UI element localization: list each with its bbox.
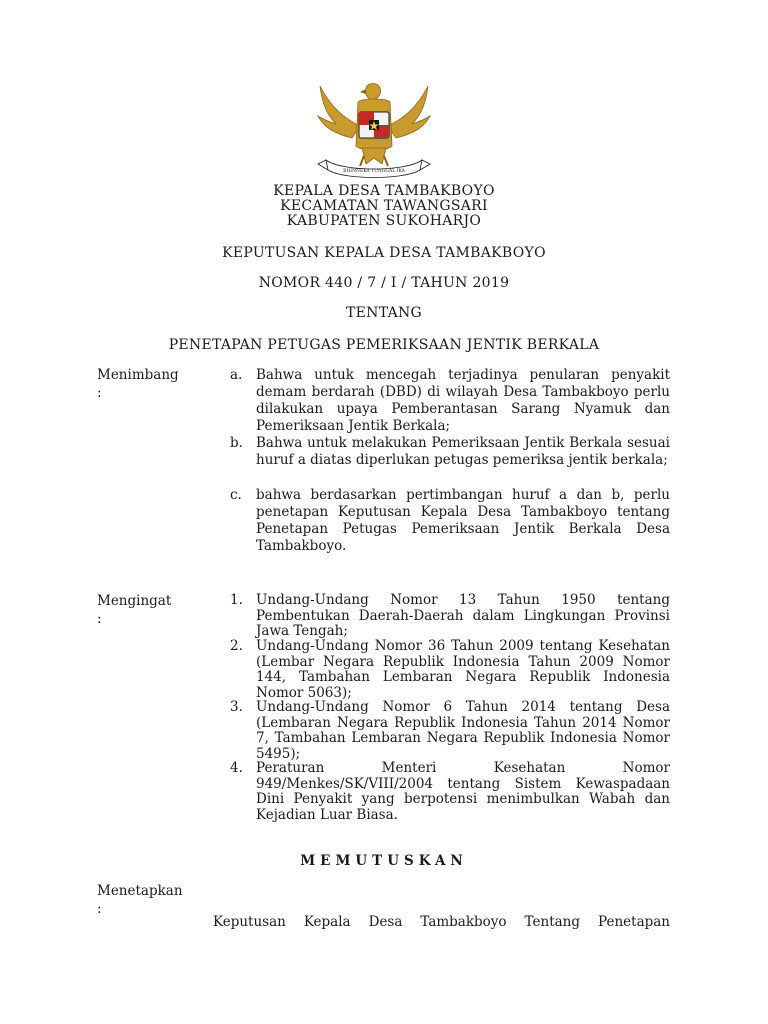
mengingat-item-1: 1. Undang-Undang Nomor 13 Tahun 1950 tentang Pembentukan Daerah-Daerah dalam Lingkungan Provinsi Jawa Tengah; bbox=[230, 592, 670, 639]
menimbang-item-a: a. Bahwa untuk mencegah terjadinya penularan penyakit demam berdarah (DBD) di wilayah Desa Tambakboyo perlu dilakukan upaya Pemberantasan Sarang Nyamuk dan Pemeriksaan Jentik Berkala; bbox=[230, 367, 670, 434]
document-number: NOMOR 440 / 7 / I / TAHUN 2019 bbox=[258, 275, 510, 291]
menimbang-label: Menimbang : bbox=[97, 367, 179, 401]
header-line-1: KEPALA DESA TAMBAKBOYO bbox=[273, 183, 495, 199]
mengingat-item-3: 3. Undang-Undang Nomor 6 Tahun 2014 tentang Desa (Lembaran Negara Republik Indonesia Tahun 2014 Nomor 7, Tambahan Lembaran Negara Republik Indonesia Nomor 5495); bbox=[230, 699, 670, 762]
mengingat-label: Mengingat : bbox=[97, 593, 172, 627]
mengingat-item-4: 4. Peraturan Menteri Kesehatan Nomor 949/Menkes/SK/VIII/2004 tentang Sistem Kewaspadaan Dini Penyakit yang berpotensi menimbulkan Wabah dan Kejadian Luar Biasa. bbox=[230, 760, 670, 823]
menimbang-item-b: b. Bahwa untuk melakukan Pemeriksaan Jentik Berkala sesuai huruf a diatas diperlukan petugas pemeriksa jentik berkala; bbox=[230, 435, 670, 468]
memutuskan-heading: MEMUTUSKAN bbox=[300, 853, 468, 869]
motto-text: BHINNEKA TUNGGAL IKA bbox=[343, 169, 405, 174]
document-title: KEPUTUSAN KEPALA DESA TAMBAKBOYO bbox=[222, 245, 546, 261]
menetapkan-text: Keputusan Kepala Desa Tambakboyo Tentang Penetapan bbox=[213, 914, 670, 930]
garuda-emblem-icon bbox=[312, 80, 436, 180]
header-line-3: KABUPATEN SUKOHARJO bbox=[286, 213, 482, 229]
header-line-2: KECAMATAN TAWANGSARI bbox=[280, 198, 488, 214]
menetapkan-label: Menetapkan : bbox=[97, 883, 183, 917]
menimbang-item-c: c. bahwa berdasarkan pertimbangan huruf a dan b, perlu penetapan Keputusan Kepala Desa Tambakboyo tentang Penetapan Petugas Pemeriksaan Jentik Berkala Desa Tambakboyo. bbox=[230, 487, 670, 554]
tentang-heading: TENTANG bbox=[345, 305, 423, 321]
mengingat-item-2: 2. Undang-Undang Nomor 36 Tahun 2009 tentang Kesehatan (Lembar Negara Republik Indonesia Tahun 2009 Nomor 144, Tambahan Lembaran Negara Republik Indonesia Nomor 5063); bbox=[230, 638, 670, 701]
document-subject: PENETAPAN PETUGAS PEMERIKSAAN JENTIK BERKALA bbox=[168, 337, 600, 353]
